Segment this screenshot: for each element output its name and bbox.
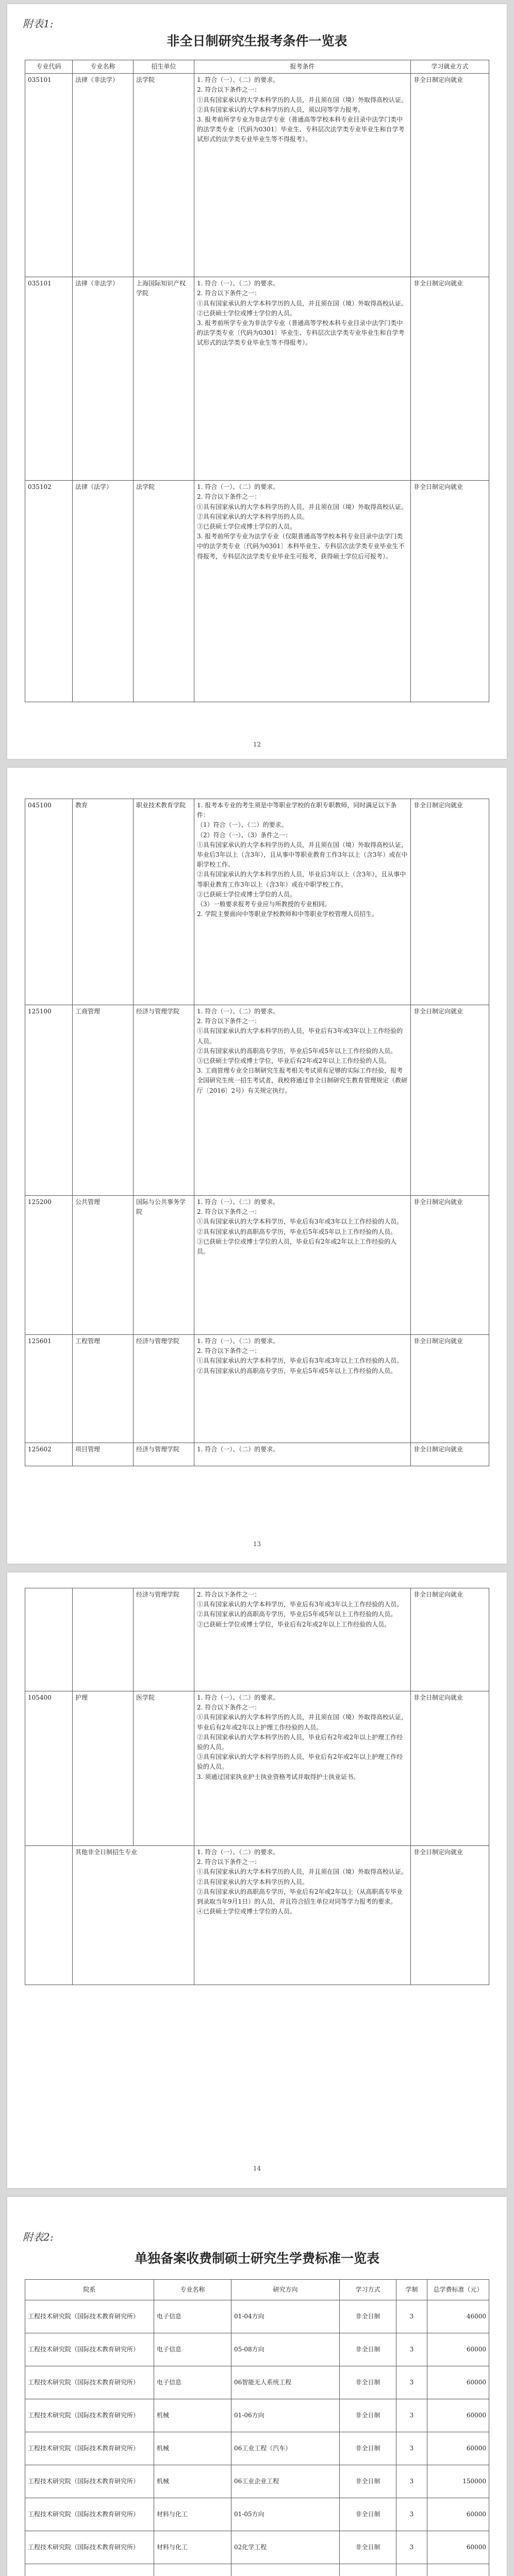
table-row [25, 1588, 489, 1691]
attachment-label: 附表2: [23, 2231, 54, 2243]
major-name: 机械 [154, 2465, 231, 2498]
major-name: 机械 [154, 2432, 231, 2465]
major-name: 工程管理 [73, 1335, 134, 1443]
major-code: 035101 [25, 277, 73, 481]
page-number: 13 [253, 1540, 261, 1548]
table-row [25, 2465, 489, 2498]
major-code: 125100 [25, 1005, 73, 1196]
requirements-text: 1. 符合（一）、（二）的要求。 2. 符合以下条件之一： ①具有国家承认的大学本科学历，毕业后有3年或3年以上工作经验的人员。 ②具有国家承认的高职高专学历，毕业后5年或5年以上工作经验的人员。 ③已获硕士学位或博士学位的人员，毕业后有2年或2年以上工作经验的人员。 [194, 1196, 411, 1335]
enrolling-unit: 经济与管理学院 [134, 1005, 194, 1196]
duration-years: 3 [396, 2333, 427, 2366]
table-row [25, 1335, 489, 1443]
major-name: 公共管理 [73, 1196, 134, 1335]
duration-years [396, 2564, 427, 2576]
requirements-text: 1. 符合（一）、（二）的要求。 2. 符合以下条件之一： ①具有国家承认的大学本科学历的人员，并且须在国（境）外取得高校认证。 ②具有国家承认的大学本科学历的人员，须以同等学力报考。 3. 报考前所学专业为非法学专业（普通高等学校本科专业目录中法学门类中的法学类专业〔代码为0301〕毕业生、专科层次法学类专业毕业生和自学考试形式的法学类专业毕业生等不得报考）。 [194, 74, 411, 277]
study-mode: 非全日制定向就业 [411, 1691, 489, 1846]
total-tuition: 60000 [427, 2399, 489, 2432]
research-direction: 01-06方向 [231, 2399, 340, 2432]
table-row [25, 1691, 489, 1846]
header-cell: 报考条件 [194, 60, 411, 74]
duration-years: 3 [396, 2432, 427, 2465]
study-mode: 非全日制 [340, 2432, 396, 2465]
department: 工程技术研究院（国际技术教育研究所） [25, 2366, 154, 2399]
table-row [25, 481, 489, 702]
tuition-table-body [25, 2300, 489, 2576]
major-code: 105400 [25, 1691, 73, 1846]
department: 工程技术研究院（国际技术教育研究所） [25, 2399, 154, 2432]
study-mode: 非全日制定向就业 [411, 1443, 489, 1466]
header-cell: 学制 [396, 2280, 427, 2300]
table-row [25, 1005, 489, 1196]
study-mode: 非全日制定向就业 [411, 1846, 489, 1985]
table-header-row [25, 60, 489, 74]
total-tuition: 60000 [427, 2366, 489, 2399]
major-name: 电子信息 [154, 2300, 231, 2333]
requirements-text: 1. 符合（一）、（二）的要求。 2. 符合以下条件之一： ①具有国家承认的大学本科学历的人员，毕业后有3年或3年以上工作经验的人员。 ②具有国家承认的高职高专学历，毕业后5年或5年以上工作经验的人员。 ③已获硕士学位或博士学位，毕业后有2年或2年以上工作经验的人员。 3. 工商管理专业全日制研究生报考相关考试须有足够的实际工作经验，报考全国研究生统一招生考试者，我校将通过非全日制研究生教育管理规定（教研厅〔2016〕2号）有关规定执行。 [194, 1005, 411, 1196]
department: 工程技术研究院（国际技术教育研究所） [25, 2432, 154, 2465]
document-page-3 [7, 1572, 507, 2188]
study-mode: 非全日制 [340, 2465, 396, 2498]
total-tuition: 150000 [427, 2465, 489, 2498]
research-direction [231, 2564, 340, 2576]
study-mode: 非全日制定向就业 [411, 799, 489, 1005]
research-direction: 06智能无人系统工程 [231, 2366, 340, 2399]
document-page-2 [7, 768, 507, 1564]
major-code: 035101 [25, 74, 73, 277]
duration-years: 3 [396, 2366, 427, 2399]
enrolling-unit: 经济与管理学院 [134, 1335, 194, 1443]
major-name: 电子信息 [154, 2366, 231, 2399]
department: 工程技术研究院（国际技术教育研究所） [25, 2531, 154, 2564]
major-name: 教育 [73, 799, 134, 1005]
major-name: 法律（法学） [73, 481, 134, 702]
department: 工程技术研究院（国际技术教育研究所） [25, 2498, 154, 2531]
study-mode: 非全日制定向就业 [411, 1005, 489, 1196]
table-row [25, 74, 489, 277]
header-cell: 院系 [25, 2280, 154, 2300]
major-name: 法律（非法学） [73, 74, 134, 277]
total-tuition: 46000 [427, 2300, 489, 2333]
major-name: 材料与化工 [154, 2531, 231, 2564]
study-mode: 非全日制定向就业 [411, 277, 489, 481]
duration-years: 3 [396, 2300, 427, 2333]
major-name: 电子信息 [154, 2333, 231, 2366]
total-tuition: 60000 [427, 2333, 489, 2366]
enrolling-unit: 法学院 [134, 74, 194, 277]
table-row [25, 1846, 489, 1985]
major-code: 125200 [25, 1196, 73, 1335]
duration-years: 3 [396, 2465, 427, 2498]
requirements-text: 1. 符合（一）、（二）的要求。 2. 符合以下条件之一： ①具有国家承认的大学本科学历的人员，并且须在国（境）外取得高校认证。 ②已获硕士学位或博士学位的人员。 3. 报考前所学专业为非法学专业（普通高等学校本科专业目录中法学门类中的法学类专业〔代码为0301〕毕业生、专科层次法学类专业毕业生和自学考试形式的法学类专业毕业生等不得报考）。 [194, 277, 411, 481]
table-row [25, 2531, 489, 2564]
major-code: 035102 [25, 481, 73, 702]
total-tuition: 60000 [427, 2432, 489, 2465]
study-mode: 非全日制 [340, 2399, 396, 2432]
enrolling-unit: 上海国际知识产权学院 [134, 277, 194, 481]
table-row [25, 2366, 489, 2399]
document-page-4 [7, 2197, 507, 2576]
requirements-text: 1. 符合（一）、（二）的要求。 2. 符合以下条件之一： ①具有国家承认的大学本科学历的人员，并且须在国（境）外取得高校认证。 ②具有国家承认的大学本科学历的人员。 ③已获硕士学位或博士学位的人员。 3. 报考前所学专业为法学专业（仅限普通高等学校本科专业目录中法学门类中的法学类专业〔代码为0301〕本科毕业生、专科层次法学类专业毕业生不得报考，专科层次法学类专业毕业生可报考，获得硕士学位后可报考）。 [194, 481, 411, 702]
duration-years: 3 [396, 2531, 427, 2564]
research-direction: 01-04方向 [231, 2300, 340, 2333]
study-mode: 非全日制定向就业 [411, 1335, 489, 1443]
page-number: 12 [253, 741, 261, 748]
department: 工程技术研究院（国际技术教育研究所） [25, 2300, 154, 2333]
major-code: 125601 [25, 1335, 73, 1443]
major-code [25, 1588, 73, 1691]
requirements-table [25, 799, 489, 1466]
major-code: 045100 [25, 799, 73, 1005]
table-row [25, 2399, 489, 2432]
enrolling-unit: 经济与管理学院 [134, 1443, 194, 1466]
major-name: 机械 [154, 2399, 231, 2432]
header-cell: 研究方向 [231, 2280, 340, 2300]
study-mode: 非全日制定向就业 [411, 1588, 489, 1691]
page-title: 单独备案收费制硕士研究生学费标准一览表 [134, 2251, 379, 2266]
major-name: 护理 [73, 1691, 134, 1846]
study-mode: 非全日制定向就业 [411, 1196, 489, 1335]
total-tuition [427, 2564, 489, 2576]
research-direction: 05-08方向 [231, 2333, 340, 2366]
header-cell: 专业名称 [73, 60, 134, 74]
major-code [25, 1846, 73, 1985]
page-title: 非全日制研究生报考条件一览表 [167, 33, 347, 48]
duration-years: 3 [396, 2498, 427, 2531]
study-mode: 非全日制 [340, 2300, 396, 2333]
major-name: 其他非全日制招生专业 [73, 1846, 194, 1985]
header-cell: 专业名称 [154, 2280, 231, 2300]
duration-years: 3 [396, 2399, 427, 2432]
research-direction: 06工业企业工程 [231, 2465, 340, 2498]
requirements-text: 1. 符合（一）、（二）的要求。 2. 符合以下条件之一： ①具有国家承认的大学本科学历，毕业后有3年或3年以上工作经验的人员。 ②具有国家承认的高职高专学历，毕业后5年或5年以上工作经验的人员。 [194, 1335, 411, 1443]
tuition-table [25, 2279, 489, 2576]
major-name: 材料与化工 [154, 2498, 231, 2531]
major-name: 法律（非法学） [73, 277, 134, 481]
requirements-text: 1. 符合（一）、（二）的要求。 2. 符合以下条件之一： ①具有国家承认的大学本科学历的人员，并且须在国（境）外取得高校认证。 ②具有国家承认的大学本科学历的人员。 ③具有国家承认的高职高专学历，毕业后有2年或2年以上（从高职高专毕业到录取当年9月1日）的人员，并且符合招生单位对同等学力报考的要求。 ④已获硕士学位或博士学位的人员。 [194, 1846, 411, 1985]
requirements-text: 1. 报考本专业的考生须是中等职业学校的在职专职教师，同时满足以下条件： （1）符合（一）、（二）的要求。 （2）符合（一）、（3）条件之一： ①具有国家承认的大学本科学历的人员，并且须在国（境）外取得高校认证，毕业后3年以上（含3年），且从事中等职业教育工作3年以上（含3年）或在中职学校工作。 ②具有国家承认的大学本科学历的人员，毕业后3年以上（含3年），且从事中等职业教育工作3年以上（含3年）或在中职学校工作。 ③已获硕士学位或博士学位的人员。 （3）一般要求报考专业应与所教授的专业相同。 2. 学院主要面向中等职业学校教师和中等职业学校管理人员招生。 [194, 799, 411, 1005]
department [25, 2564, 154, 2576]
study-mode: 非全日制定向就业 [411, 74, 489, 277]
header-cell: 专业代码 [25, 60, 73, 74]
department: 工程技术研究院（国际技术教育研究所） [25, 2333, 154, 2366]
table-row [25, 2333, 489, 2366]
table-row [25, 1196, 489, 1335]
major-name: 工商管理 [73, 1005, 134, 1196]
study-mode: 非全日制定向就业 [411, 481, 489, 702]
table-row [25, 2432, 489, 2465]
enrolling-unit: 法学院 [134, 481, 194, 702]
header-cell: 学习方式 [340, 2280, 396, 2300]
header-cell: 总学费标准（元） [427, 2280, 489, 2300]
enrolling-unit: 经济与管理学院 [134, 1588, 194, 1691]
table-row [25, 277, 489, 481]
table-row [25, 2300, 489, 2333]
total-tuition: 60000 [427, 2531, 489, 2564]
total-tuition: 60000 [427, 2498, 489, 2531]
research-direction: 01-05方向 [231, 2498, 340, 2531]
page-number: 14 [253, 2165, 261, 2172]
study-mode: 非全日制 [340, 2333, 396, 2366]
requirements-table [25, 1588, 489, 1985]
major-name [154, 2564, 231, 2576]
header-cell: 招生单位 [134, 60, 194, 74]
table-row [25, 799, 489, 1005]
table-row [25, 2564, 489, 2576]
document-page-1 [7, 4, 507, 759]
table-row [25, 2498, 489, 2531]
study-mode: 非全日制 [340, 2498, 396, 2531]
study-mode [340, 2564, 396, 2576]
requirements-table [25, 60, 489, 702]
requirements-text: 1. 符合（一）、（二）的要求。 2. 符合以下条件之一： ①具有国家承认的大学本科学历的人员，并且须在国（境）外取得高校认证，毕业后有2年或2年以上护理工作经验的人员。 ②具有国家承认的大学本科学历的人员，毕业后有2年或2年以上护理工作经验的人员。 ③具有国家承认的大学本科学历的人员，毕业后有2年或2年以上护理工作经验的人员。 3. 须通过国家执业护士执业资格考试并取得护士执业证书。 [194, 1691, 411, 1846]
study-mode: 非全日制 [340, 2531, 396, 2564]
department: 工程技术研究院（国际技术教育研究所） [25, 2465, 154, 2498]
major-name [73, 1588, 134, 1691]
study-mode: 非全日制 [340, 2366, 396, 2399]
table-row [25, 1443, 489, 1466]
enrolling-unit: 国际与公共事务学院 [134, 1196, 194, 1335]
major-code: 125602 [25, 1443, 73, 1466]
enrolling-unit: 医学院 [134, 1691, 194, 1846]
enrolling-unit: 职业技术教育学院 [134, 799, 194, 1005]
research-direction: 06工业工程（汽车） [231, 2432, 340, 2465]
attachment-label: 附表1: [23, 18, 54, 30]
requirements-text: 1. 符合（一）、（二）的要求。 [194, 1443, 411, 1466]
research-direction: 02化学工程 [231, 2531, 340, 2564]
table-header-row [25, 2280, 489, 2300]
requirements-text: 2. 符合以下条件之一： ①具有国家承认的大学本科学历，毕业后有3年或3年以上工作经验的人员。 ②具有国家承认的高职高专学历，毕业后5年或5年以上工作经验的人员。 ③已获硕士学位或博士学位，毕业后有2年或2年以上工作经验的人员。 [194, 1588, 411, 1691]
header-cell: 学习就业方式 [411, 60, 489, 74]
major-name: 项目管理 [73, 1443, 134, 1466]
